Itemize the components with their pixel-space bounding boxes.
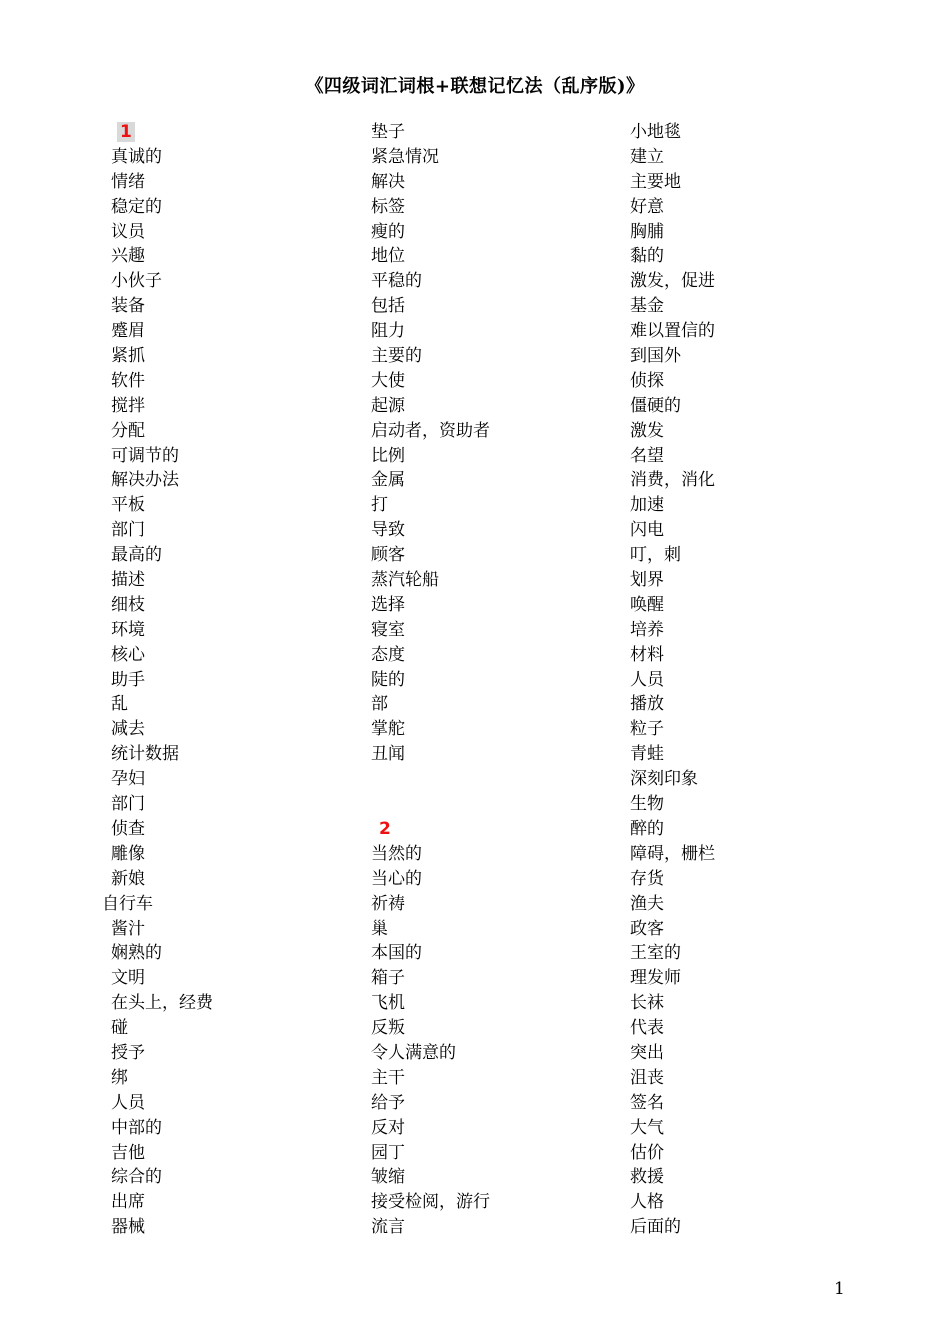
list-item: 到国外 bbox=[630, 346, 681, 367]
list-item: 导致 bbox=[371, 520, 405, 541]
list-item: 当然的 bbox=[371, 843, 422, 864]
list-item: 平板 bbox=[111, 495, 145, 516]
list-item: 反对 bbox=[371, 1117, 405, 1138]
list-item: 碰 bbox=[111, 1018, 128, 1039]
list-item: 箱子 bbox=[371, 968, 405, 989]
list-item: 综合的 bbox=[111, 1167, 162, 1188]
word-column-2 bbox=[371, 120, 490, 1240]
list-item: 软件 bbox=[111, 370, 145, 391]
list-item: 瘦的 bbox=[371, 221, 405, 242]
list-item: 自行车 bbox=[102, 893, 153, 914]
list-item: 估价 bbox=[630, 1142, 664, 1163]
list-item: 细枝 bbox=[111, 594, 145, 615]
list-item: 娴熟的 bbox=[111, 943, 162, 964]
list-item: 大气 bbox=[630, 1117, 664, 1138]
list-item: 皱缩 bbox=[371, 1167, 405, 1188]
list-item: 代表 bbox=[630, 1018, 664, 1039]
spacer bbox=[371, 792, 490, 817]
list-item: 难以置信的 bbox=[630, 321, 715, 342]
list-item: 文明 bbox=[111, 968, 145, 989]
list-item: 孕妇 bbox=[111, 769, 145, 790]
list-item: 粒子 bbox=[630, 719, 664, 740]
list-item: 描述 bbox=[111, 570, 145, 591]
list-item: 包括 bbox=[371, 296, 405, 317]
list-item: 部门 bbox=[111, 520, 145, 541]
list-item: 胸脯 bbox=[630, 221, 664, 242]
list-item: 主要地 bbox=[630, 171, 681, 192]
list-item: 深刻印象 bbox=[630, 769, 698, 790]
list-item: 标签 bbox=[371, 196, 405, 217]
list-item: 乱 bbox=[111, 694, 128, 715]
list-item: 掌舵 bbox=[371, 719, 405, 740]
list-item: 长袜 bbox=[630, 993, 664, 1014]
list-item: 人员 bbox=[111, 1092, 145, 1113]
list-item: 令人满意的 bbox=[371, 1042, 456, 1063]
list-item: 态度 bbox=[371, 644, 405, 665]
list-item: 地位 bbox=[371, 246, 405, 267]
list-item: 人格 bbox=[630, 1192, 664, 1213]
list-item: 搅拌 bbox=[111, 395, 145, 416]
list-item: 主干 bbox=[371, 1067, 405, 1088]
list-item: 祈祷 bbox=[371, 893, 405, 914]
word-column-3 bbox=[630, 120, 715, 1240]
list-item: 授予 bbox=[111, 1042, 145, 1063]
list-item: 寝室 bbox=[371, 619, 405, 640]
list-item: 黏的 bbox=[630, 246, 664, 267]
list-item: 减去 bbox=[111, 719, 145, 740]
list-item: 核心 bbox=[111, 644, 145, 665]
list-item: 部门 bbox=[111, 794, 145, 815]
section-heading-2 bbox=[371, 817, 490, 842]
list-item: 播放 bbox=[630, 694, 664, 715]
list-item: 给予 bbox=[371, 1092, 405, 1113]
list-item: 助手 bbox=[111, 669, 145, 690]
list-item: 激发 bbox=[630, 420, 664, 441]
list-item: 垫子 bbox=[371, 122, 405, 142]
list-item: 蹙眉 bbox=[111, 321, 145, 342]
list-item: 紧急情况 bbox=[371, 146, 439, 167]
list-item: 侦探 bbox=[630, 370, 664, 391]
list-item: 叮，刺 bbox=[630, 545, 681, 566]
list-item: 接受检阅，游行 bbox=[371, 1192, 490, 1213]
list-item: 政客 bbox=[630, 918, 664, 939]
list-item: 园丁 bbox=[371, 1142, 405, 1163]
list-item: 名望 bbox=[630, 445, 664, 466]
list-item: 本国的 bbox=[371, 943, 422, 964]
list-item: 存货 bbox=[630, 868, 664, 889]
list-item: 理发师 bbox=[630, 968, 681, 989]
list-item: 小伙子 bbox=[111, 271, 162, 292]
list-item: 解决 bbox=[371, 171, 405, 192]
list-item: 签名 bbox=[630, 1092, 664, 1113]
list-item: 材料 bbox=[630, 644, 664, 665]
list-item: 最高的 bbox=[111, 545, 162, 566]
list-item: 飞机 bbox=[371, 993, 405, 1014]
list-item: 障碍，栅栏 bbox=[630, 843, 715, 864]
list-item: 解决办法 bbox=[111, 470, 179, 491]
list-item: 环境 bbox=[111, 619, 145, 640]
list-item: 丑闻 bbox=[371, 744, 405, 765]
list-item: 基金 bbox=[630, 296, 664, 317]
list-item: 蒸汽轮船 bbox=[371, 570, 439, 591]
list-item: 雕像 bbox=[111, 843, 145, 864]
list-item: 可调节的 bbox=[111, 445, 179, 466]
list-item: 金属 bbox=[371, 470, 405, 491]
list-item: 统计数据 bbox=[111, 744, 179, 765]
list-item: 出席 bbox=[111, 1192, 145, 1213]
list-item: 部 bbox=[371, 694, 388, 715]
list-item: 阻力 bbox=[371, 321, 405, 342]
list-item: 真诚的 bbox=[111, 146, 162, 167]
list-item: 装备 bbox=[111, 296, 145, 317]
spacer bbox=[371, 767, 490, 792]
section-heading-1 bbox=[111, 120, 213, 145]
list-item: 酱汁 bbox=[111, 918, 145, 939]
document-title: 《四级词汇词根+联想记忆法（乱序版)》 bbox=[305, 76, 645, 97]
list-item: 器械 bbox=[111, 1217, 145, 1238]
list-item: 加速 bbox=[630, 495, 664, 516]
section-number-2: 2 bbox=[379, 818, 391, 839]
list-item: 吉他 bbox=[111, 1142, 145, 1163]
list-item: 稳定的 bbox=[111, 196, 162, 217]
section-number-1: 1 bbox=[117, 122, 135, 142]
list-item: 后面的 bbox=[630, 1217, 681, 1238]
list-item: 情绪 bbox=[111, 171, 145, 192]
list-item: 顾客 bbox=[371, 545, 405, 566]
list-item: 渔夫 bbox=[630, 893, 664, 914]
list-item: 中部的 bbox=[111, 1117, 162, 1138]
list-item: 好意 bbox=[630, 196, 664, 217]
list-item: 消费，消化 bbox=[630, 470, 715, 491]
list-item: 议员 bbox=[111, 221, 145, 242]
list-item: 陡的 bbox=[371, 669, 405, 690]
list-item: 紧抓 bbox=[111, 346, 145, 367]
page-number: 1 bbox=[834, 1279, 845, 1299]
list-item: 人员 bbox=[630, 669, 664, 690]
list-item: 起源 bbox=[371, 395, 405, 416]
list-item: 突出 bbox=[630, 1042, 664, 1063]
list-item: 大使 bbox=[371, 370, 405, 391]
list-item: 新娘 bbox=[111, 868, 145, 889]
list-item: 青蛙 bbox=[630, 744, 664, 765]
list-item: 闪电 bbox=[630, 520, 664, 541]
list-item: 打 bbox=[371, 495, 388, 516]
list-item: 选择 bbox=[371, 594, 405, 615]
list-item: 比例 bbox=[371, 445, 405, 466]
list-item: 激发，促进 bbox=[630, 271, 715, 292]
list-item: 流言 bbox=[371, 1217, 405, 1238]
list-item: 巢 bbox=[371, 918, 388, 939]
list-item: 唤醒 bbox=[630, 594, 664, 615]
list-item: 小地毯 bbox=[630, 122, 681, 142]
list-item: 醉的 bbox=[630, 818, 664, 839]
list-item: 侦查 bbox=[111, 818, 145, 839]
list-item: 救援 bbox=[630, 1167, 664, 1188]
list-item: 沮丧 bbox=[630, 1067, 664, 1088]
list-item: 划界 bbox=[630, 570, 664, 591]
list-item: 主要的 bbox=[371, 346, 422, 367]
list-item: 反叛 bbox=[371, 1018, 405, 1039]
list-item: 当心的 bbox=[371, 868, 422, 889]
list-item: 王室的 bbox=[630, 943, 681, 964]
list-item: 建立 bbox=[630, 146, 664, 167]
list-item: 培养 bbox=[630, 619, 664, 640]
list-item: 平稳的 bbox=[371, 271, 422, 292]
list-item: 僵硬的 bbox=[630, 395, 681, 416]
list-item: 兴趣 bbox=[111, 246, 145, 267]
list-item: 绑 bbox=[111, 1067, 128, 1088]
list-item: 启动者，资助者 bbox=[371, 420, 490, 441]
list-item: 生物 bbox=[630, 794, 664, 815]
word-column-1 bbox=[102, 120, 213, 1240]
list-item: 分配 bbox=[111, 420, 145, 441]
list-item: 在头上，经费 bbox=[111, 993, 213, 1014]
